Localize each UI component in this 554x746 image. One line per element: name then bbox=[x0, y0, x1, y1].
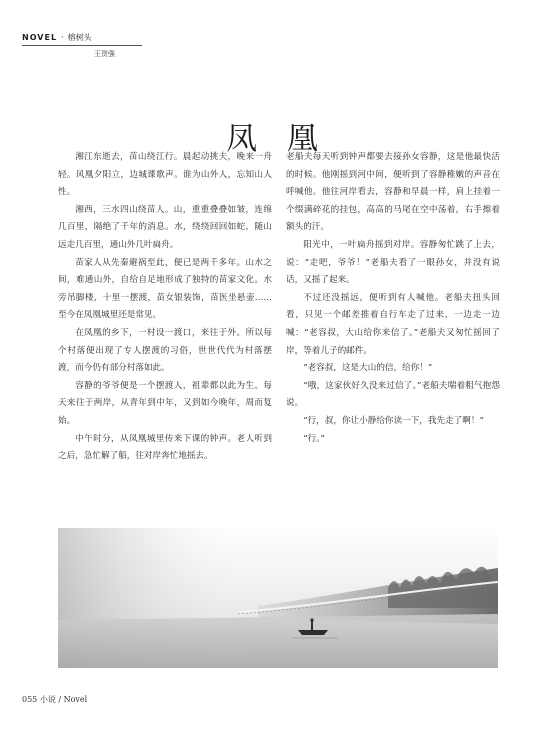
paragraph: 不过还没摇远，便听到有人喊他。老船夫扭头回看，只见一个邮差推着自行车走了过来，一边走一边喊：“老容叔，大山给你来信了。”老船夫又匆忙摇回了岸，等着儿子的邮件。 bbox=[286, 292, 500, 356]
paragraph: 苗家人从先秦避祸至此，便已是两千多年。山水之间，难通山外，自给自足地形成了独特的苗家文化。水旁吊脚楼，十里一摆渡，苗女银装饰，苗医坐悬壶……至今在凤凰城里还是常见。 bbox=[58, 257, 272, 321]
left-column bbox=[58, 149, 272, 466]
header-section-line bbox=[22, 33, 232, 43]
paragraph: 老船夫每天听到钟声都要去接孙女容静，这是他最快活的时候。他刚摇到河中间，便听到了容静稚嫩的声音在呼喊他。他往河岸看去，容静和早晨一样，肩上挂着一个缀满碎花的挂包，高高的马尾在空中荡着，右手擦着额头的汗。 bbox=[286, 152, 500, 233]
paragraph: 湘西，三水四山绕苗人。山，重重叠叠如皱，连绵几百里，隔绝了千年的消息。水，绕绕回回如蛇，随山远走几百里，通山外几叶扁舟。 bbox=[58, 204, 272, 250]
section-label: NOVEL bbox=[22, 33, 58, 42]
river-boat-image bbox=[58, 528, 498, 668]
paragraph: 中午时分，从凤凰城里传来下课的钟声。老人听到之后，急忙解了船，往对岸奔忙地摇去。 bbox=[58, 433, 272, 462]
article-title: 凤 凰 bbox=[226, 120, 328, 157]
page-footer: 055 小说 / Novel bbox=[22, 695, 88, 704]
page-header bbox=[22, 33, 232, 59]
paragraph: 容静的爷爷便是一个摆渡人，祖辈都以此为生。每天来往于两岸，从青年到中年，又到如今晚年，周而复始。 bbox=[58, 380, 272, 426]
category-label: 榕树头 bbox=[67, 33, 92, 42]
paragraph: 湘江东逝去，苗山绕江行。晨起动挑夫，晚来一舟轻。风凰夕阳立，边城谍歌声。谁为山外人，忘知山人性。 bbox=[58, 152, 272, 198]
paragraph: 在凤凰的乡下，一村设一渡口，来往于外。所以每个村落便出现了专人摆渡的习俗，世世代代为村落摆渡，而今仍有部分村落如此。 bbox=[58, 327, 272, 374]
paragraph: “行，叔，你让小静给你读一下，我先走了啊！” bbox=[303, 415, 484, 426]
author-name: 王贺强 bbox=[94, 50, 115, 58]
header-separator: · bbox=[61, 33, 64, 42]
right-column bbox=[286, 149, 500, 448]
misty-river-photo bbox=[58, 528, 498, 668]
paragraph: “哦，这家伙好久没来过信了。”老船夫喘着粗气抱怨说。 bbox=[286, 380, 500, 409]
paragraph: 阳光中，一叶扁舟摇到对岸。容静匆忙跳了上去，说：“走吧，爷爷！”老船夫看了一眼孙女，并没有说话，又摇了起来。 bbox=[286, 239, 500, 286]
paragraph: “老容叔，这是大山的信，给你！” bbox=[303, 363, 433, 374]
header-rule bbox=[22, 45, 142, 46]
paragraph: “行。” bbox=[303, 433, 325, 444]
